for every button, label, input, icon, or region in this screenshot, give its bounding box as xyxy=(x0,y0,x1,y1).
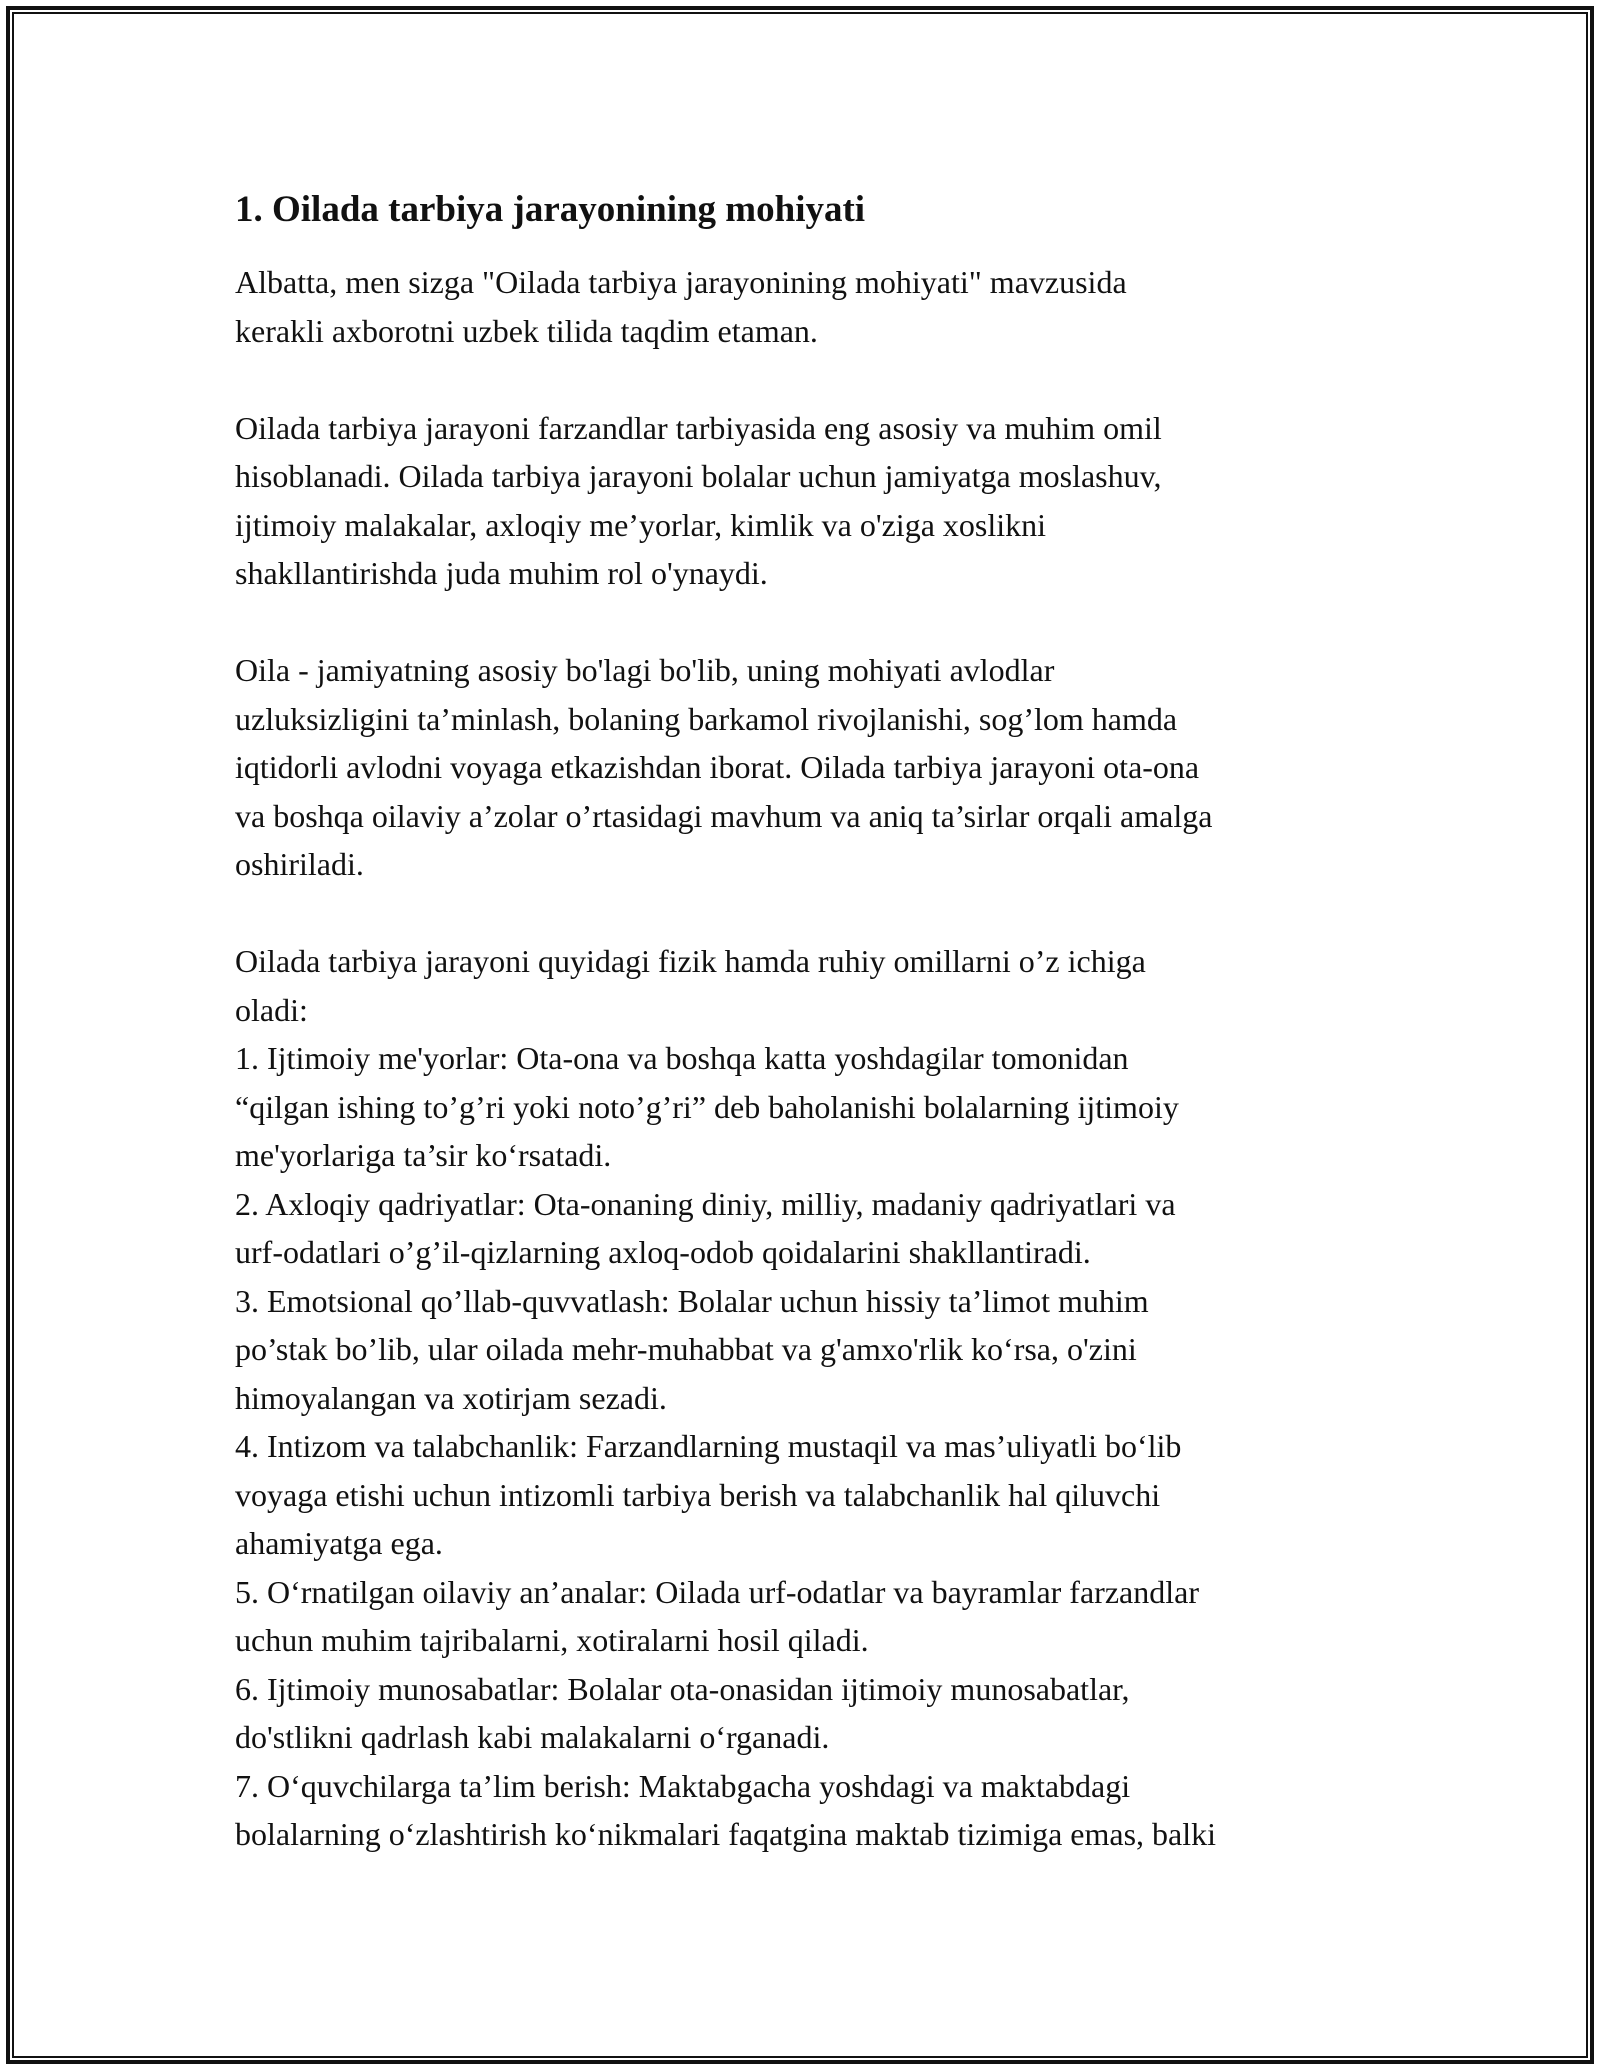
text-line: me'yorlariga ta’sir ko‘rsatadi. xyxy=(235,1137,612,1173)
text-line: uchun muhim tajribalarni, xotiralarni hosil qiladi. xyxy=(235,1622,869,1658)
text-line: 4. Intizom va talabchanlik: Farzandlarning mustaqil va mas’uliyatli bo‘lib xyxy=(235,1428,1182,1464)
text-line: kerakli axborotni uzbek tilida taqdim etaman. xyxy=(235,312,818,349)
paragraph-gap xyxy=(235,598,1375,647)
document-content xyxy=(235,186,1375,1859)
document-body xyxy=(235,258,1375,1859)
text-line: urf-odatlari o’g’il-qizlarning axloq-odob qoidalarini shakllantiradi. xyxy=(235,1234,1091,1270)
text-line: himoyalangan va xotirjam sezadi. xyxy=(235,1379,667,1416)
text-line: va boshqa oilaviy a’zolar o’rtasidagi mavhum va aniq ta’sirlar orqali amalga xyxy=(235,797,1213,834)
paragraph-gap xyxy=(235,355,1375,404)
text-line: 6. Ijtimoiy munosabatlar: Bolalar ota-onasidan ijtimoiy munosabatlar, xyxy=(235,1670,1130,1707)
text-line: bolalarning o‘zlashtirish ko‘nikmalari faqatgina maktab tizimiga emas, balki xyxy=(235,1816,1217,1852)
text-line: iqtidorli avlodni voyaga etkazishdan iborat. Oilada tarbiya jarayoni ota-ona xyxy=(235,749,1200,785)
document-title: 1. Oilada tarbiya jarayonining mohiyati xyxy=(235,189,866,230)
text-line: Oilada tarbiya jarayoni quyidagi fizik hamda ruhiy omillarni o’z ichiga xyxy=(235,943,1146,979)
paragraph-gap xyxy=(235,889,1375,938)
text-line: uzluksizligini ta’minlash, bolaning barkamol rivojlanishi, sog’lom hamda xyxy=(235,700,1178,737)
text-line: voyaga etishi uchun intizomli tarbiya berish va talabchanlik hal qiluvchi xyxy=(235,1476,1161,1513)
text-line: 1. Ijtimoiy me'yorlar: Ota-ona va boshqa katta yoshdagilar tomonidan xyxy=(235,1040,1129,1076)
text-line: 5. O‘rnatilgan oilaviy an’analar: Oilada urf-odatlar va bayramlar farzandlar xyxy=(235,1573,1199,1610)
text-line: Oila - jamiyatning asosiy bo'lagi bo'lib, uning mohiyati avlodlar xyxy=(235,652,1055,688)
text-line: ahamiyatga ega. xyxy=(235,1525,443,1561)
text-line: 2. Axloqiy qadriyatlar: Ota-onaning diniy, milliy, madaniy qadriyatlari va xyxy=(235,1185,1176,1222)
text-line: shakllantirishda juda muhim rol o'ynaydi. xyxy=(235,555,768,591)
text-line: ijtimoiy malakalar, axloqiy me’yorlar, kimlik va o'ziga xoslikni xyxy=(235,506,1047,543)
text-line: oshiriladi. xyxy=(235,846,364,882)
text-line: “qilgan ishing to’g’ri yoki noto’g’ri” deb baholanishi bolalarning ijtimoiy xyxy=(235,1088,1179,1125)
text-line: Oilada tarbiya jarayoni farzandlar tarbiyasida eng asosiy va muhim omil xyxy=(235,409,1162,446)
text-line: po’stak bo’lib, ular oilada mehr-muhabbat va g'amxo'rlik ko‘rsa, o'zini xyxy=(235,1331,1137,1367)
text-line: oladi: xyxy=(235,991,308,1028)
text-line: 7. O‘quvchilarga ta’lim berish: Maktabgacha yoshdagi va maktabdagi xyxy=(235,1767,1131,1804)
text-line: hisoblanadi. Oilada tarbiya jarayoni bolalar uchun jamiyatga moslashuv, xyxy=(235,458,1162,494)
text-line: do'stlikni qadrlash kabi malakalarni o‘rganadi. xyxy=(235,1719,830,1755)
text-line: 3. Emotsional qo’llab-quvvatlash: Bolalar uchun hissiy ta’limot muhim xyxy=(235,1282,1149,1319)
text-line: Albatta, men sizga "Oilada tarbiya jarayonining mohiyati" mavzusida xyxy=(235,264,1127,300)
